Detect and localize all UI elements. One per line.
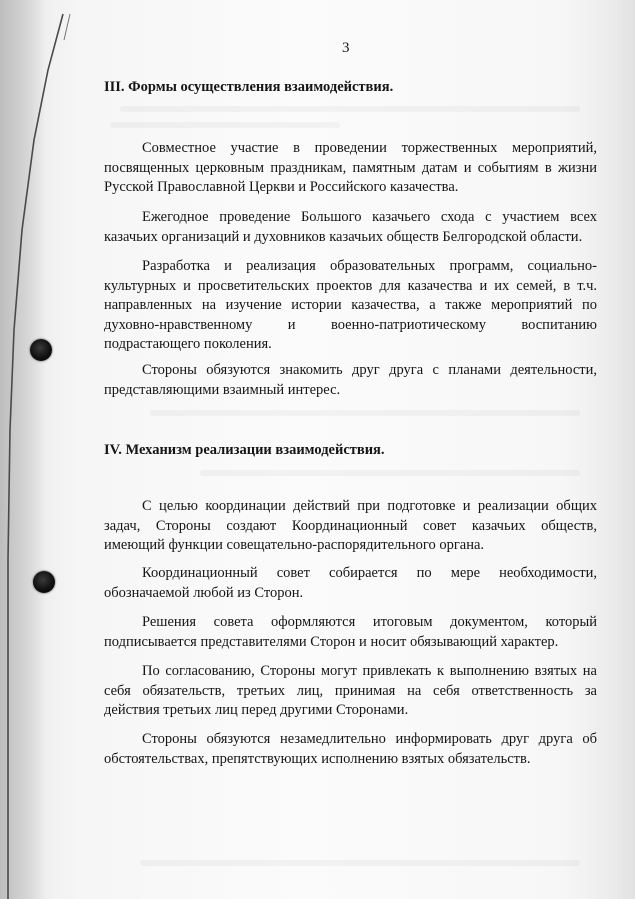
text-line: Ежегодное проведение Большого казачьего схода с участием всех (142, 209, 597, 225)
paragraph (104, 257, 597, 355)
text-line: казачьих организаций и духовников казачьих обществ Белгородской области. (104, 228, 583, 245)
text-line: С целью координации действий при подготовке и реализации общих (142, 498, 597, 514)
paragraph (104, 497, 597, 556)
text-line: имеющий функции совещательно-распорядительного органа. (104, 537, 485, 553)
paragraph (104, 564, 597, 603)
paragraph (104, 208, 597, 247)
bleed-through-mark (150, 410, 580, 416)
paragraph (104, 613, 597, 652)
section-heading-forms: III. Формы осуществления взаимодействия. (104, 79, 394, 95)
text-line: обстоятельствах, препятствующих исполнению взятых обязательств. (104, 750, 531, 767)
text-line: Координационный совет собирается по мере необходимости, (142, 565, 597, 581)
text-line: культурных и просветительских проектов для казачества и их семей, в т.ч. (104, 277, 597, 294)
text-line: Решения совета оформляются итоговым документом, который (142, 614, 597, 630)
bleed-through-mark (110, 122, 340, 128)
page-number: 3 (342, 40, 350, 56)
text-line: себя обязательств, третьих лиц, принимая на себя ответственность за (104, 682, 597, 699)
text-line: Разработка и реализация образовательных программ, социально- (142, 258, 597, 274)
bleed-through-mark (140, 860, 580, 866)
text-line: представляющими взаимный интерес. (104, 381, 341, 398)
text-line: обозначаемой любой из Сторон. (104, 584, 304, 601)
paragraph (104, 730, 597, 769)
punch-hole (33, 571, 55, 593)
text-line: направленных на изучение истории казачества, а также мероприятий по (104, 297, 597, 313)
text-line: действия третьих лиц перед другими Сторонами. (104, 702, 409, 718)
text-line: духовно-нравственному и военно-патриотическому воспитанию (104, 316, 597, 333)
bleed-through-mark (200, 470, 580, 476)
section-heading-mechanism: IV. Механизм реализации взаимодействия. (104, 442, 385, 458)
text-line: подрастающего поколения. (104, 336, 272, 352)
text-line: задач, Стороны создают Координационный совет казачьих обществ, (104, 517, 597, 534)
text-line: Русской Православной Церкви и Российского казачества. (104, 179, 459, 195)
text-line: По согласованию, Стороны могут привлекать к выполнению взятых на (142, 663, 597, 679)
paragraph (104, 139, 597, 198)
text-line: Стороны обязуются незамедлительно информировать друг друга об (142, 731, 597, 747)
text-line: посвященных церковным праздникам, памятным датам и событиям в жизни (104, 159, 597, 176)
text-line: Совместное участие в проведении торжественных мероприятий, (142, 140, 597, 156)
punch-hole (30, 339, 52, 361)
bleed-through-mark (120, 106, 580, 112)
text-line: подписывается представителями Сторон и носит обязывающий характер. (104, 633, 559, 650)
paragraph (104, 361, 597, 400)
paragraph (104, 662, 597, 721)
text-line: Стороны обязуются знакомить друг друга с планами деятельности, (142, 362, 597, 378)
